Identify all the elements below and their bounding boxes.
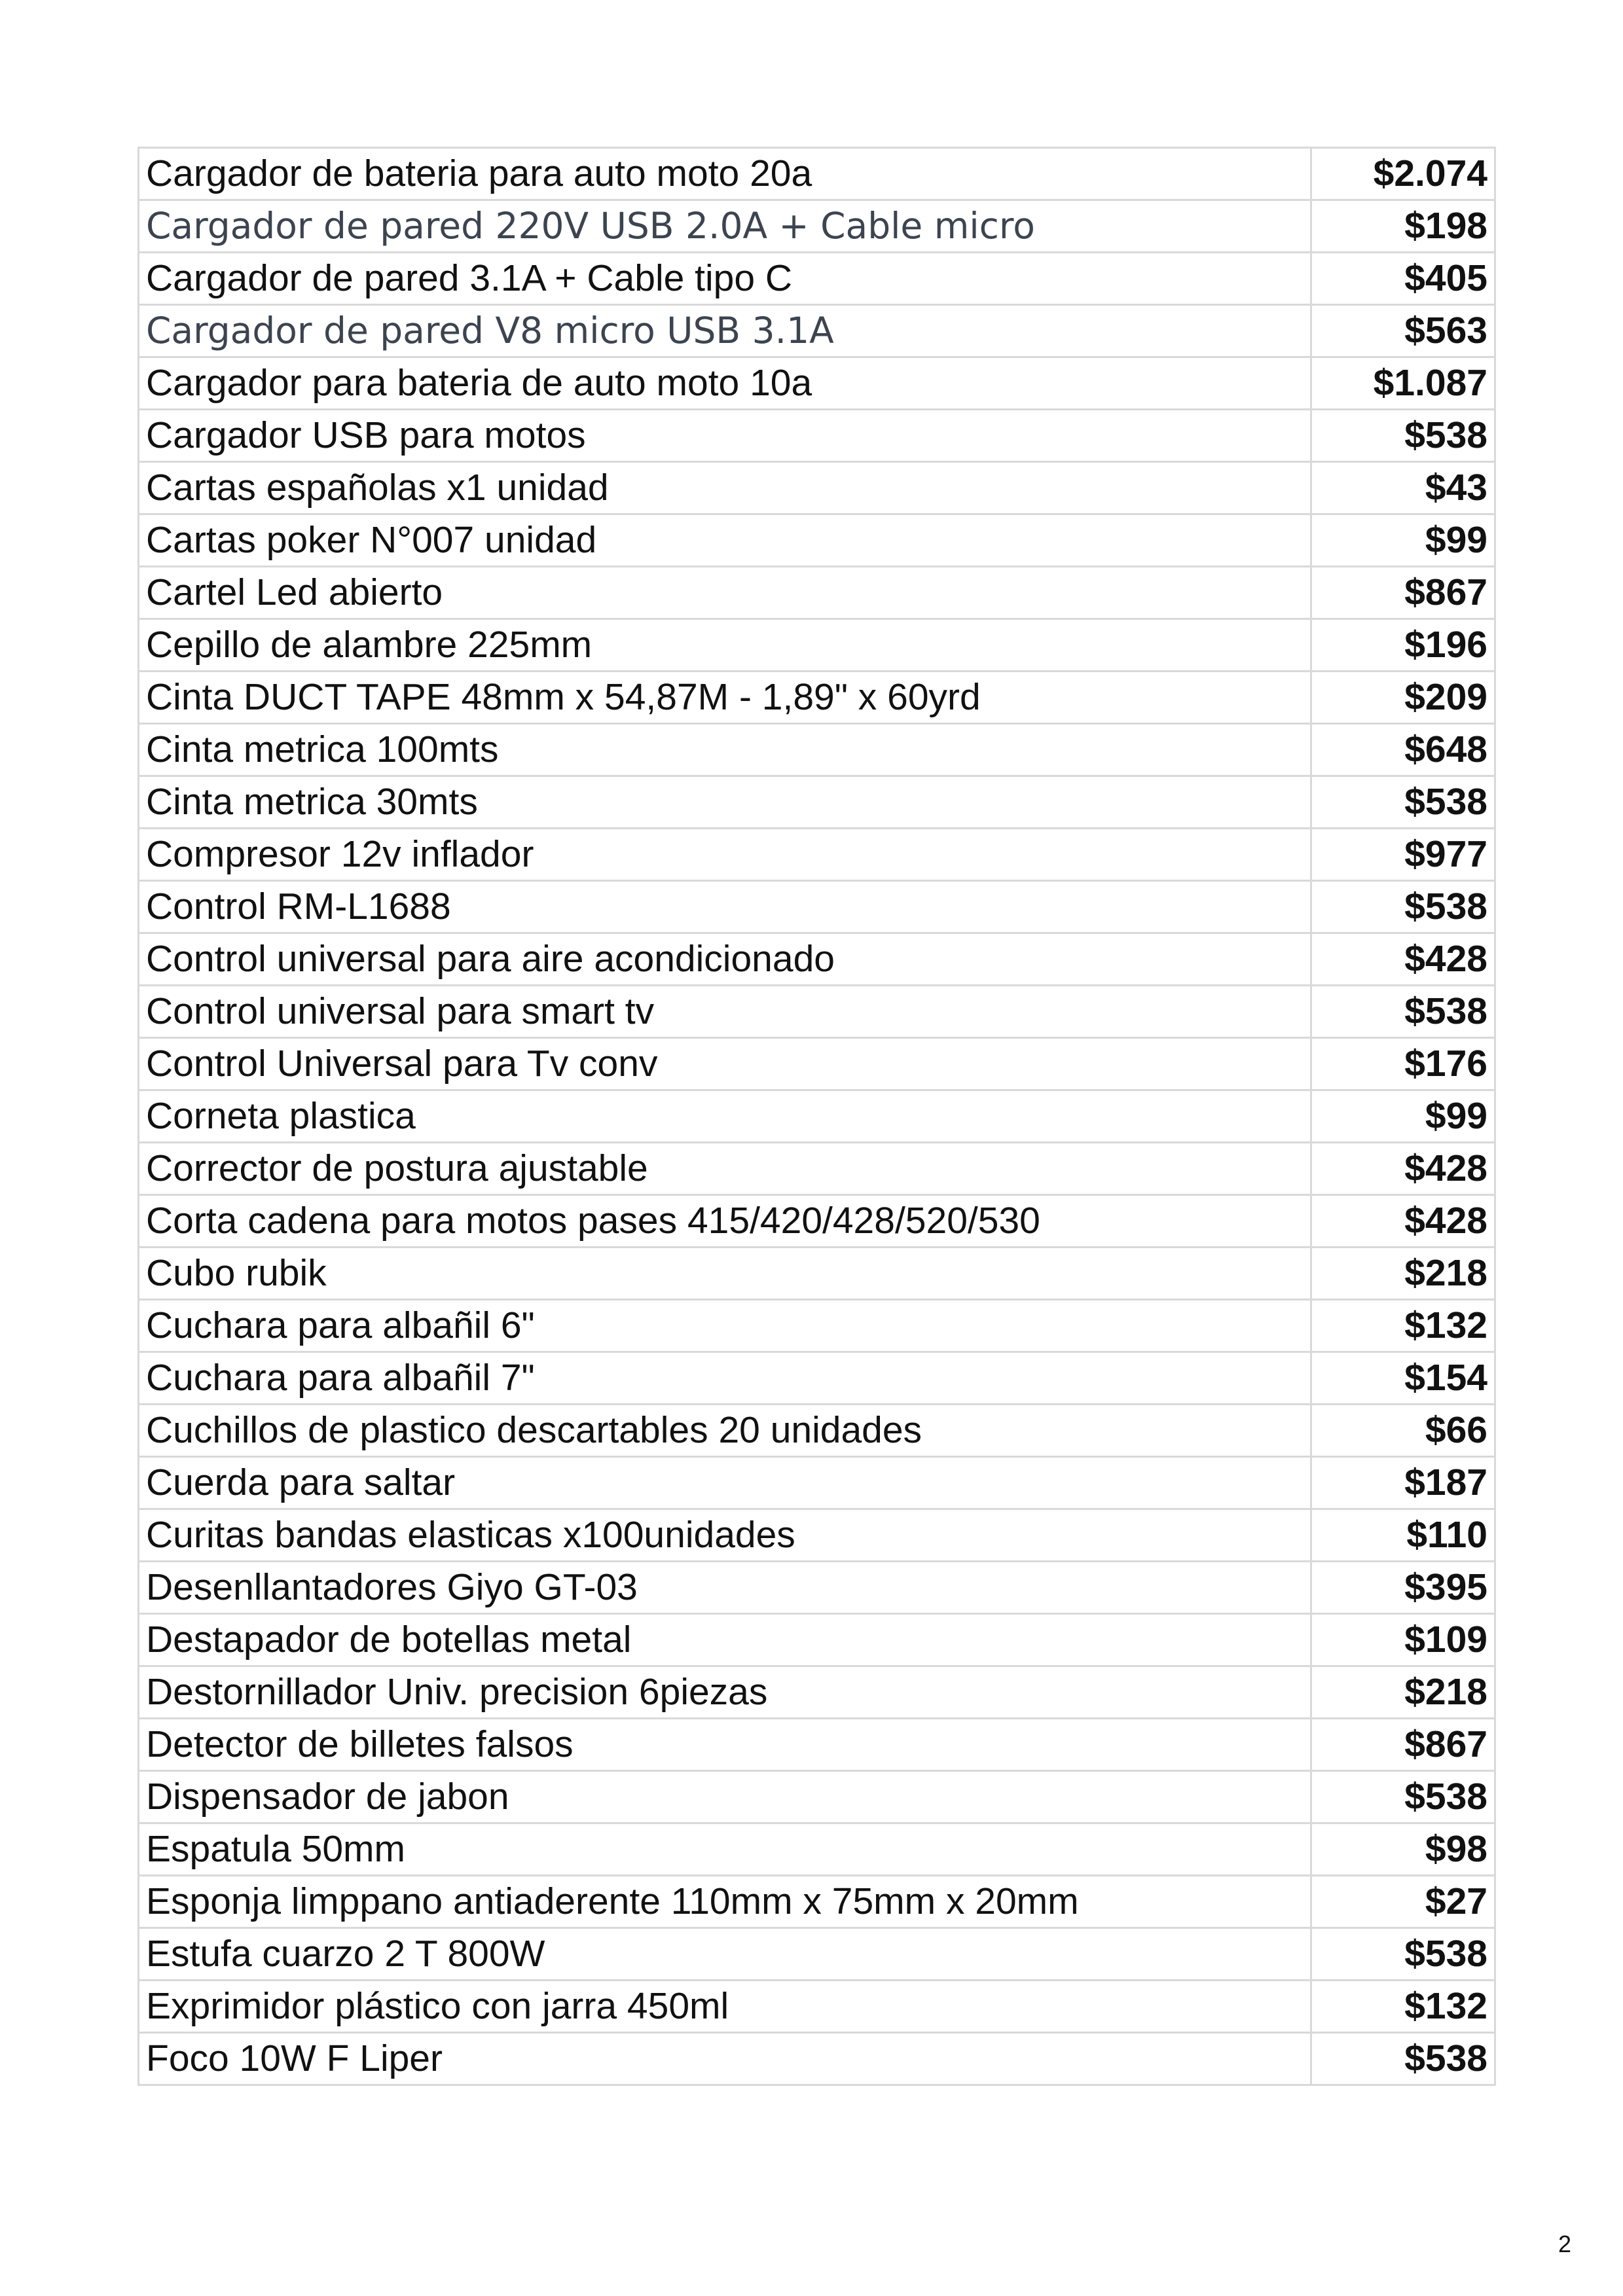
table-row xyxy=(139,1876,1495,1928)
item-price-cell: $428 xyxy=(1311,933,1495,986)
table-row xyxy=(139,1666,1495,1719)
item-name-cell: Exprimidor plástico con jarra 450ml xyxy=(139,1981,1311,2033)
item-price-cell: $977 xyxy=(1311,829,1495,881)
item-name-cell: Cargador de bateria para auto moto 20a xyxy=(139,148,1311,200)
item-price-cell: $538 xyxy=(1311,986,1495,1038)
item-name-cell: Control RM-L1688 xyxy=(139,881,1311,933)
table-row xyxy=(139,253,1495,305)
item-name-cell: Cartas españolas x1 unidad xyxy=(139,462,1311,514)
item-price-cell: $196 xyxy=(1311,619,1495,672)
item-price-cell: $563 xyxy=(1311,305,1495,357)
table-row xyxy=(139,1090,1495,1143)
item-name-cell: Cargador para bateria de auto moto 10a xyxy=(139,357,1311,410)
item-name-cell: Control Universal para Tv conv xyxy=(139,1038,1311,1090)
item-price-cell: $2.074 xyxy=(1311,148,1495,200)
table-row xyxy=(139,1457,1495,1509)
item-price-cell: $538 xyxy=(1311,1771,1495,1823)
table-row xyxy=(139,1981,1495,2033)
table-row xyxy=(139,1562,1495,1614)
item-price-cell: $405 xyxy=(1311,253,1495,305)
item-name-cell: Detector de billetes falsos xyxy=(139,1719,1311,1771)
page-number: 2 xyxy=(1558,2231,1572,2257)
item-price-cell: $538 xyxy=(1311,410,1495,462)
item-price-cell: $648 xyxy=(1311,724,1495,776)
table-row xyxy=(139,1509,1495,1562)
table-row xyxy=(139,1300,1495,1352)
item-name-cell: Cargador de pared 3.1A + Cable tipo C xyxy=(139,253,1311,305)
table-row xyxy=(139,776,1495,829)
item-price-cell: $867 xyxy=(1311,1719,1495,1771)
item-price-cell: $99 xyxy=(1311,514,1495,567)
item-name-cell: Cargador de pared 220V USB 2.0A + Cable micro xyxy=(139,200,1311,253)
table-row xyxy=(139,2033,1495,2085)
table-row xyxy=(139,305,1495,357)
item-price-cell: $66 xyxy=(1311,1405,1495,1457)
item-name-cell: Cinta metrica 30mts xyxy=(139,776,1311,829)
item-name-cell: Cepillo de alambre 225mm xyxy=(139,619,1311,672)
table-row xyxy=(139,200,1495,253)
item-price-cell: $538 xyxy=(1311,2033,1495,2085)
item-price-cell: $187 xyxy=(1311,1457,1495,1509)
item-price-cell: $538 xyxy=(1311,776,1495,829)
table-row xyxy=(139,1928,1495,1981)
table-row xyxy=(139,148,1495,200)
item-price-cell: $132 xyxy=(1311,1981,1495,2033)
table-row xyxy=(139,1614,1495,1666)
table-row xyxy=(139,933,1495,986)
item-price-cell: $209 xyxy=(1311,672,1495,724)
item-name-cell: Esponja limppano antiaderente 110mm x 75mm x 20mm xyxy=(139,1876,1311,1928)
item-name-cell: Cuchara para albañil 6" xyxy=(139,1300,1311,1352)
item-price-cell: $109 xyxy=(1311,1614,1495,1666)
table-row xyxy=(139,1038,1495,1090)
table-row xyxy=(139,410,1495,462)
item-name-cell: Cargador de pared V8 micro USB 3.1A xyxy=(139,305,1311,357)
table-row xyxy=(139,619,1495,672)
price-list-table xyxy=(137,147,1496,2086)
table-row xyxy=(139,1405,1495,1457)
item-price-cell: $98 xyxy=(1311,1823,1495,1876)
table-row xyxy=(139,357,1495,410)
item-name-cell: Cartel Led abierto xyxy=(139,567,1311,619)
item-price-cell: $176 xyxy=(1311,1038,1495,1090)
item-name-cell: Cinta DUCT TAPE 48mm x 54,87M - 1,89" x 60yrd xyxy=(139,672,1311,724)
table-row xyxy=(139,1352,1495,1405)
item-price-cell: $110 xyxy=(1311,1509,1495,1562)
item-name-cell: Foco 10W F Liper xyxy=(139,2033,1311,2085)
table-row xyxy=(139,1823,1495,1876)
item-name-cell: Cuerda para saltar xyxy=(139,1457,1311,1509)
table-row xyxy=(139,1195,1495,1247)
item-price-cell: $132 xyxy=(1311,1300,1495,1352)
table-row xyxy=(139,1247,1495,1300)
item-name-cell: Corta cadena para motos pases 415/420/428/520/530 xyxy=(139,1195,1311,1247)
item-price-cell: $538 xyxy=(1311,881,1495,933)
item-name-cell: Espatula 50mm xyxy=(139,1823,1311,1876)
item-price-cell: $218 xyxy=(1311,1666,1495,1719)
table-row xyxy=(139,986,1495,1038)
price-list-body xyxy=(139,148,1495,2085)
table-row xyxy=(139,829,1495,881)
item-price-cell: $154 xyxy=(1311,1352,1495,1405)
table-row xyxy=(139,1771,1495,1823)
item-price-cell: $218 xyxy=(1311,1247,1495,1300)
item-name-cell: Destornillador Univ. precision 6piezas xyxy=(139,1666,1311,1719)
item-name-cell: Cuchillos de plastico descartables 20 unidades xyxy=(139,1405,1311,1457)
item-name-cell: Curitas bandas elasticas x100unidades xyxy=(139,1509,1311,1562)
item-name-cell: Dispensador de jabon xyxy=(139,1771,1311,1823)
item-name-cell: Corneta plastica xyxy=(139,1090,1311,1143)
item-name-cell: Control universal para aire acondicionado xyxy=(139,933,1311,986)
table-row xyxy=(139,672,1495,724)
table-row xyxy=(139,514,1495,567)
item-name-cell: Control universal para smart tv xyxy=(139,986,1311,1038)
item-name-cell: Corrector de postura ajustable xyxy=(139,1143,1311,1195)
item-name-cell: Cargador USB para motos xyxy=(139,410,1311,462)
item-price-cell: $538 xyxy=(1311,1928,1495,1981)
item-price-cell: $1.087 xyxy=(1311,357,1495,410)
item-price-cell: $99 xyxy=(1311,1090,1495,1143)
item-price-cell: $428 xyxy=(1311,1195,1495,1247)
item-name-cell: Cuchara para albañil 7" xyxy=(139,1352,1311,1405)
item-name-cell: Cartas poker N°007 unidad xyxy=(139,514,1311,567)
table-row xyxy=(139,1719,1495,1771)
item-price-cell: $27 xyxy=(1311,1876,1495,1928)
item-price-cell: $395 xyxy=(1311,1562,1495,1614)
item-price-cell: $867 xyxy=(1311,567,1495,619)
item-name-cell: Estufa cuarzo 2 T 800W xyxy=(139,1928,1311,1981)
table-row xyxy=(139,1143,1495,1195)
item-price-cell: $198 xyxy=(1311,200,1495,253)
table-row xyxy=(139,881,1495,933)
item-name-cell: Cinta metrica 100mts xyxy=(139,724,1311,776)
item-name-cell: Destapador de botellas metal xyxy=(139,1614,1311,1666)
item-price-cell: $43 xyxy=(1311,462,1495,514)
item-name-cell: Desenllantadores Giyo GT-03 xyxy=(139,1562,1311,1614)
item-name-cell: Compresor 12v inflador xyxy=(139,829,1311,881)
item-name-cell: Cubo rubik xyxy=(139,1247,1311,1300)
table-row xyxy=(139,462,1495,514)
table-row xyxy=(139,567,1495,619)
item-price-cell: $428 xyxy=(1311,1143,1495,1195)
table-row xyxy=(139,724,1495,776)
